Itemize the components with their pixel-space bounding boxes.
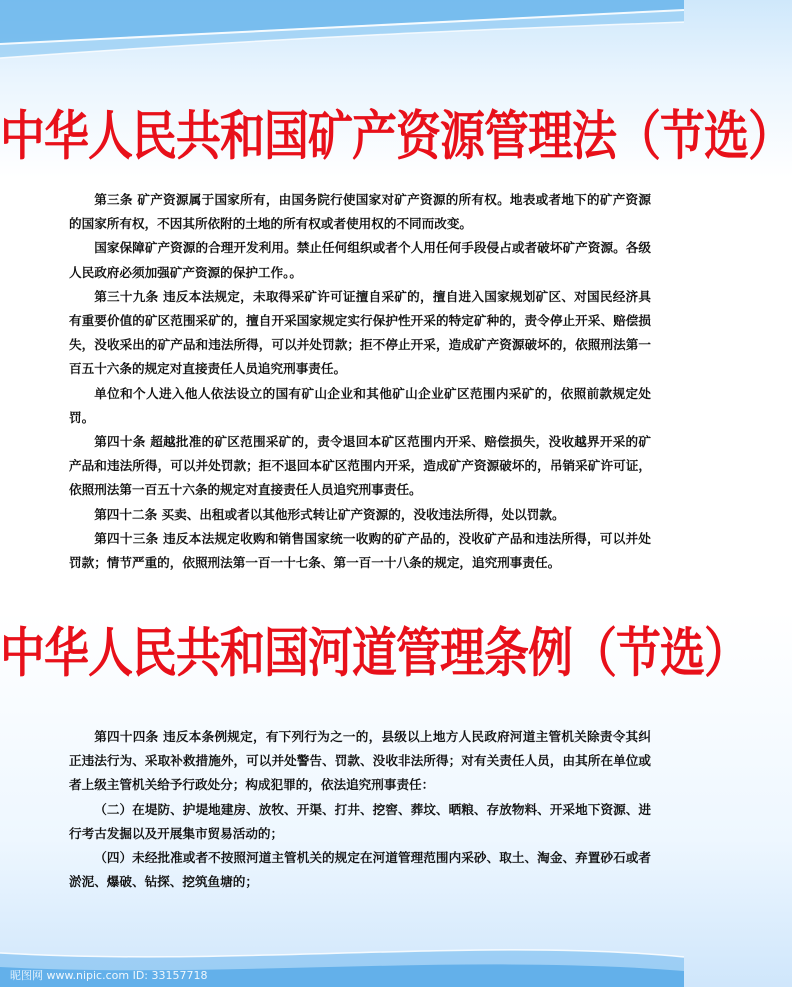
- section1-paragraph: 国家保障矿产资源的合理开发利用。禁止任何组织或者个人用任何手段侵占或者破坏矿产资源。各级人民政府必须加强矿产资源的保护工作。。: [69, 240, 651, 280]
- section1-paragraph: 第四十三条 违反本法规定收购和销售国家统一收购的矿产品的，没收矿产品和违法所得，可以并处罚款；情节严重的，依照刑法第一百一十七条、第一百一十八条的规定，追究刑事责任。: [69, 530, 651, 571]
- section1-paragraph: 第四十二条 买卖、出租或者以其他形式转让矿产资源的，没收违法所得，处以罚款。: [94, 506, 565, 522]
- section2-paragraph: （四）未经批准或者不按照河道主管机关的规定在河道管理范围内采砂、取土、淘金、弃置砂石或者淤泥、爆破、钻探、挖筑鱼塘的；: [69, 850, 651, 890]
- section1-paragraph: 第四十条 超越批准的矿区范围采矿的，责令退回本矿区范围内开采、赔偿损失，没收越界开采的矿产品和违法所得，可以并处罚款；拒不退回本矿区范围内开采，造成矿产资源破坏的，吊销采矿许可证，依照刑法第一百五十六条的规定对直接责任人员追究刑事责任。: [69, 434, 651, 498]
- section1-body: [69, 188, 651, 575]
- section2-title: 中华人民共和国河道管理条例（节选）: [0, 621, 749, 684]
- section2-body: [69, 725, 651, 894]
- watermark: 昵图网 www.nipic.com ID: 33157718: [10, 969, 208, 982]
- section1-title: 中华人民共和国矿产资源管理法（节选）: [0, 104, 792, 167]
- section2-paragraph: 第四十四条 违反本条例规定，有下列行为之一的，县级以上地方人民政府河道主管机关除责令其纠正违法行为、采取补救措施外，可以并处警告、罚款、没收非法所得；对有关责任人员，由其所在单位或者上级主管机关给予行政处分；构成犯罪的，依法追究刑事责任：: [69, 729, 651, 793]
- section1-paragraph: 单位和个人进入他人依法设立的国有矿山企业和其他矿山企业矿区范围内采矿的，依照前款规定处罚。: [69, 385, 651, 425]
- section1-paragraph: 第三条 矿产资源属于国家所有，由国务院行使国家对矿产资源的所有权。地表或者地下的矿产资源的国家所有权，不因其所依附的土地的所有权或者使用权的不同而改变。: [69, 192, 651, 232]
- section2-paragraph: （二）在堤防、护堤地建房、放牧、开渠、打井、挖窖、葬坟、晒粮、存放物料、开采地下资源、进行考古发掘以及开展集市贸易活动的；: [69, 801, 651, 841]
- top-wave-decoration: [0, 0, 684, 80]
- section1-paragraph: 第三十九条 违反本法规定，未取得采矿许可证擅自采矿的，擅自进入国家规划矿区、对国民经济具有重要价值的矿区范围采矿的，擅自开采国家规定实行保护性开采的特定矿种的，责令停止开采、赔偿损失，没收采出的矿产品和违法所得，可以并处罚款；拒不停止开采，造成矿产资源破坏的，依照刑法第一百五十六条的规定对直接责任人员追究刑事责任。: [69, 288, 651, 377]
